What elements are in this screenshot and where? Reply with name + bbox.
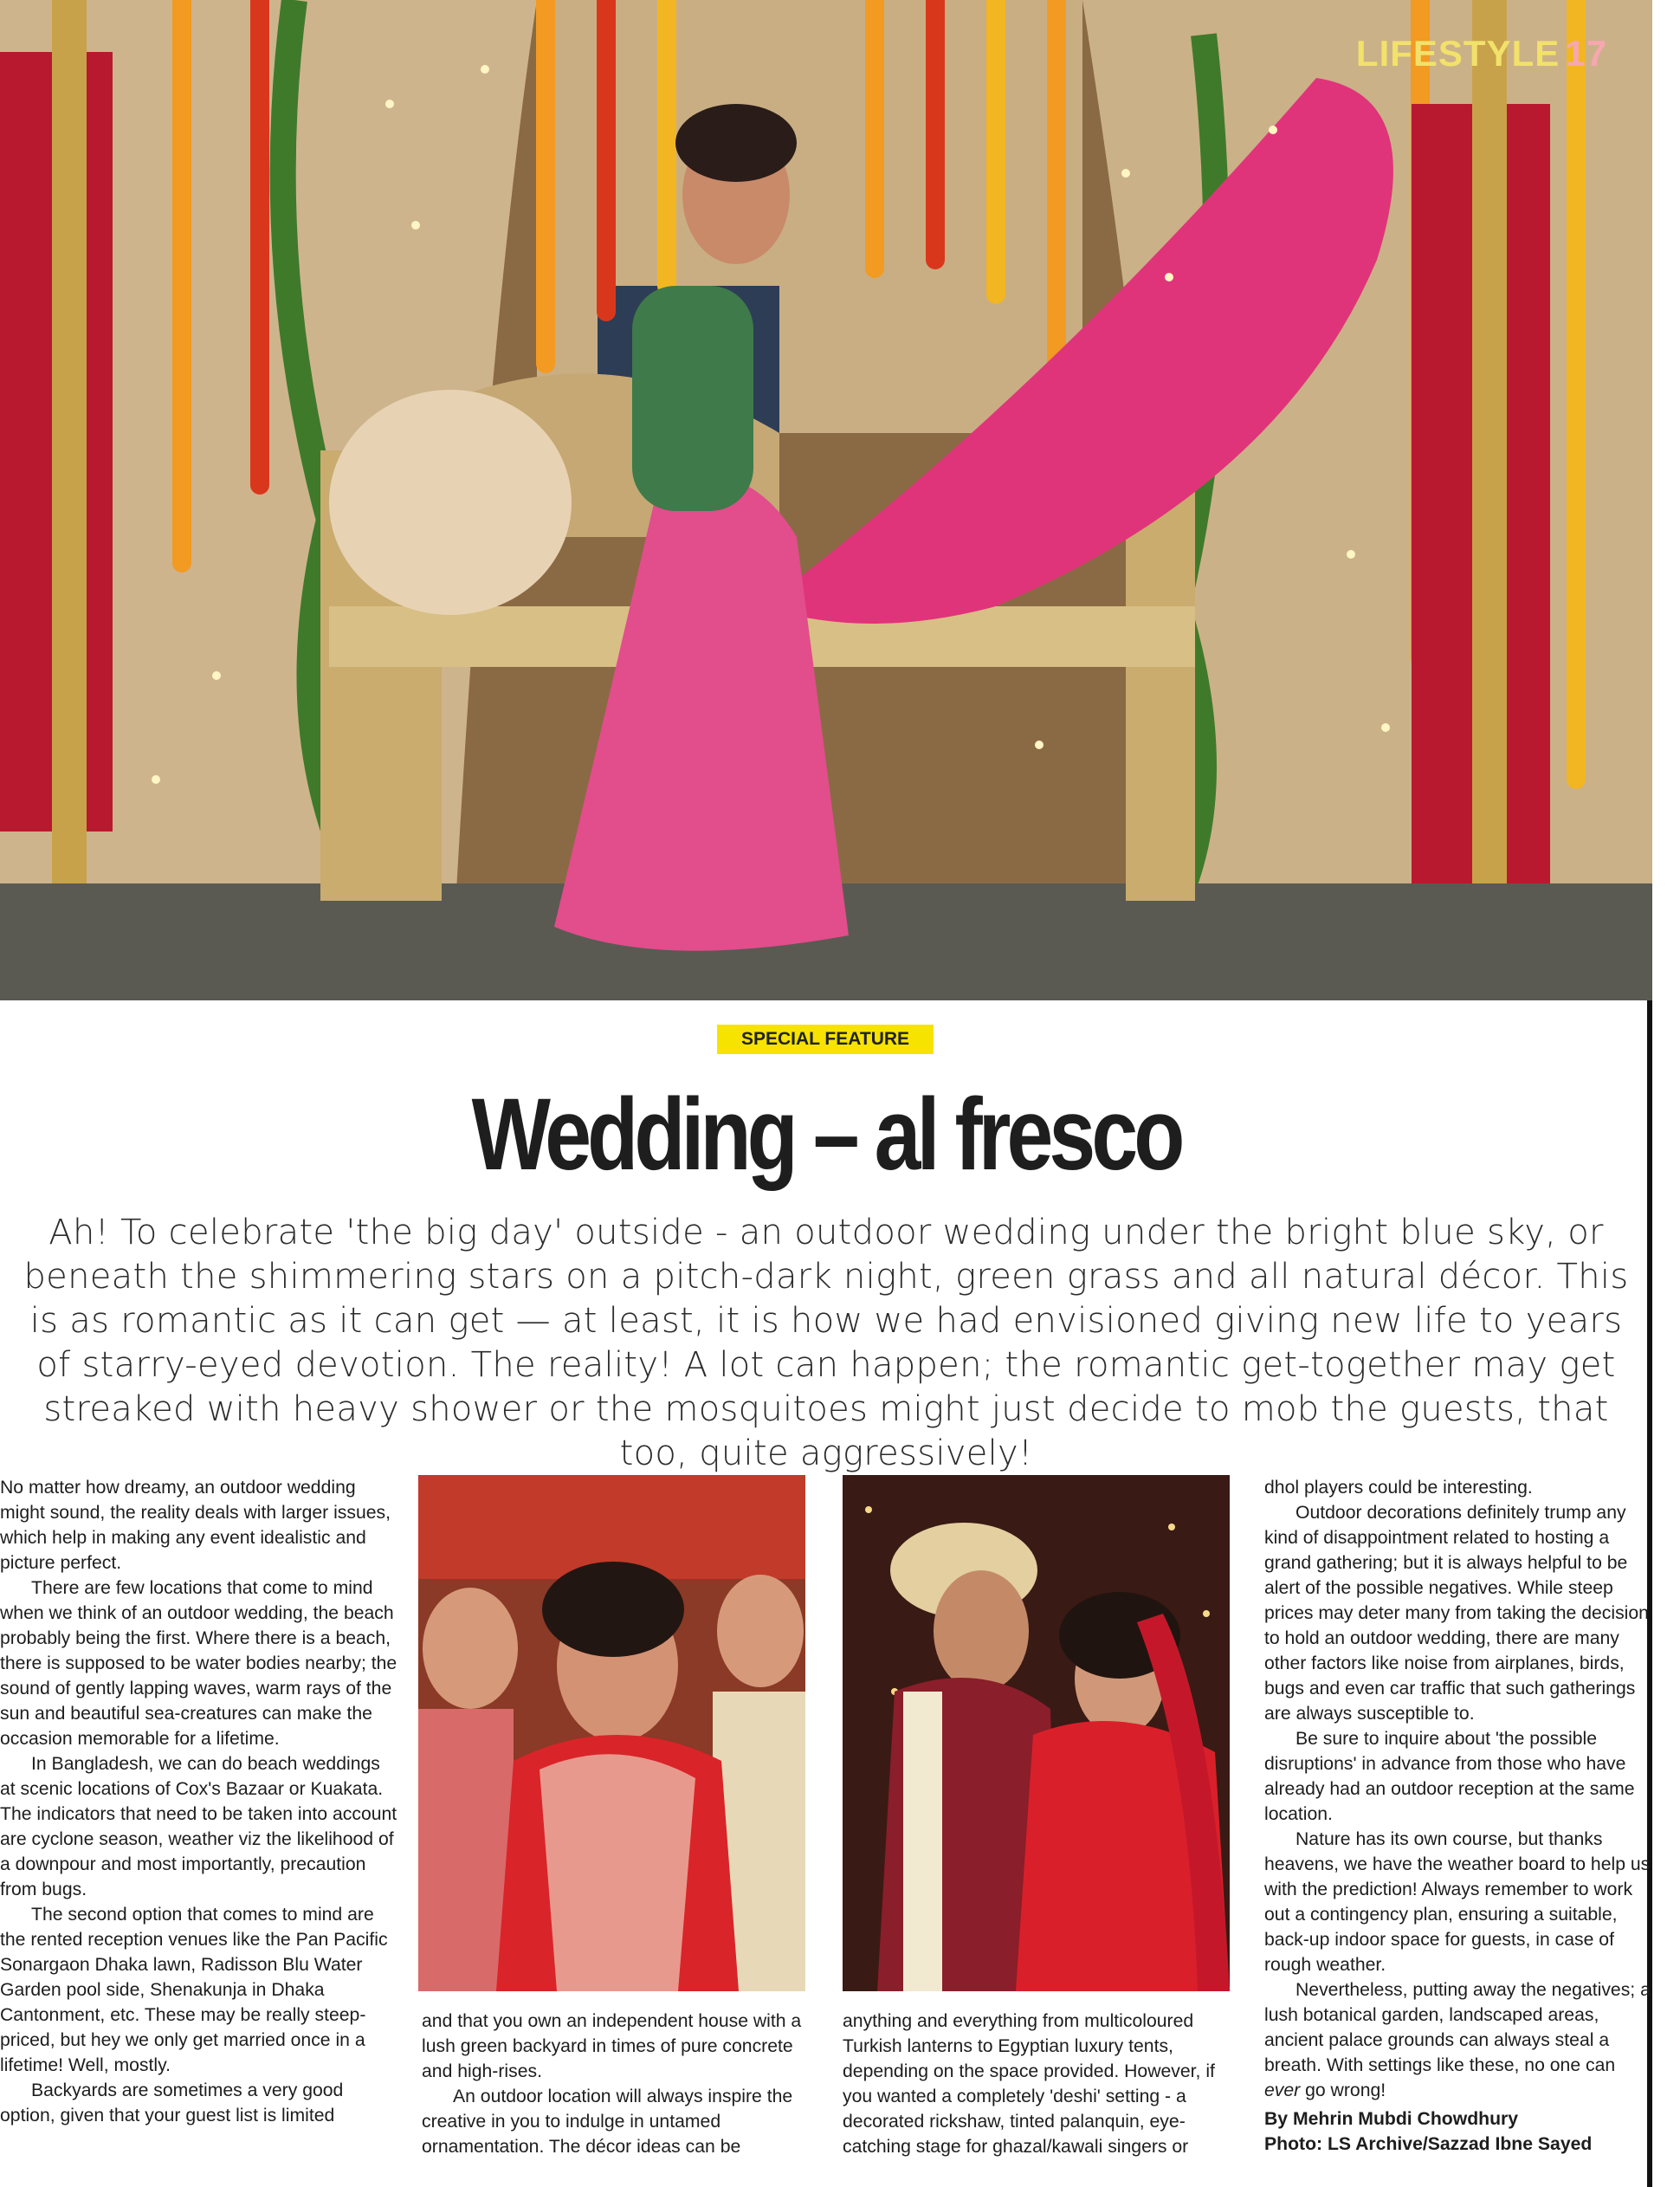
emphasis-text: ever [1264,2080,1301,2100]
page-number: 17 [1565,33,1607,74]
paragraph: There are few locations that come to mind when we think of an outdoor wedding, the beach probably being the first. Where there is a beach, there is supposed to be water bodies nearby; the sound of gently lapping waves, warm rays of the sun and beautiful sea-creatures can make the occasion memorable for a lifetime. [0,1578,397,1749]
paragraph: No matter how dreamy, an outdoor wedding might sound, the reality deals with larger issues, which help in making any event idealistic and picture perfect. [0,1478,391,1573]
article-column-2 [422,2009,803,2159]
article-column-3 [843,2009,1232,2159]
paragraph [1264,1977,1652,2103]
bride-photo [418,1475,805,1991]
photo-credit: Photo: LS Archive/Sazzad Ibne Sayed [1264,2134,1593,2154]
paragraph: An outdoor location will always inspire the creative in you to indulge in untamed ornamentation. The décor ideas can be [422,2087,793,2157]
article-column-1 [0,1475,398,2128]
headline: Wedding – al fresco [471,1077,1181,1192]
paragraph-text: go wrong! [1300,2080,1386,2100]
paragraph-text: Nevertheless, putting away the negatives; a lush botanical garden, landscaped areas, ancient palace grounds can always steal a breath. With settings like these, no one can [1264,1980,1651,2075]
section-label [1356,33,1607,74]
paragraph: In Bangladesh, we can do beach weddings at scenic locations of Cox's Bazaar or Kuakata. The indicators that need to be taken into account are cyclone season, weather viz the likelihood of a downpour and most importantly, precaution from bugs. [0,1754,397,1899]
hero-photo [0,0,1652,1000]
paragraph: The second option that comes to mind are the rented reception venues like the Pan Pacific Sonargaon Dhaka lawn, Radisson Blu Water Garden pool side, Shenakunja in Dhaka Cantonment, etc. These may be really steep-priced, but hey we only get married once in a lifetime! Well, mostly. [0,1905,388,2075]
article-column-4 [1264,1475,1652,2157]
paragraph: anything and everything from multicoloured Turkish lanterns to Egyptian luxury tents, depending on the space provided. However, if you wanted a completely 'deshi' setting - a decorated rickshaw, tinted palanquin, eye-catching stage for ghazal/kawali singers or [843,2011,1215,2157]
author-byline: By Mehrin Mubdi Chowdhury [1264,2109,1519,2129]
section-name: LIFESTYLE [1355,33,1560,74]
couple-photo [843,1475,1230,1991]
paragraph: Nature has its own course, but thanks heavens, we have the weather board to help us with the prediction! Always remember to work out a contingency plan, ensuring a suitable, back-up indoor space for guests, in case of rough weather. [1264,1829,1651,1975]
paragraph: Be sure to inquire about 'the possible disruptions' in advance from those who have already had an outdoor reception at the same location. [1264,1729,1635,1824]
paragraph: dhol players could be interesting. [1264,1478,1533,1498]
paragraph: Outdoor decorations definitely trump any kind of disappointment related to hosting a grand gathering; but it is always helpful to be alert of the possible negatives. While steep prices may deter many from taking the decision to hold an outdoor wedding, there are many other factors like noise from airplanes, birds, bugs and even car traffic that such gatherings are always susceptible to. [1264,1503,1649,1724]
kicker-label: SPECIAL FEATURE [717,1025,934,1054]
paragraph: and that you own an independent house with a lush green backyard in times of pure concrete and high-rises. [422,2011,802,2081]
intro-paragraph: Ah! To celebrate 'the big day' outside - an outdoor wedding under the bright blue sky, or beneath the shimmering stars on a pitch-dark night, green grass and all natural décor. This is as romantic as it can get — at least, it is how we had envisioned giving new life to years of starry-eyed devotion. The reality! A lot can happen; the romantic get-together may get streaked with heavy shower or the mosquitoes might just decide to mob the guests, that too, quite aggressively! [23,1213,1629,1473]
paragraph: Backyards are sometimes a very good option, given that your guest list is limited [0,2080,344,2126]
